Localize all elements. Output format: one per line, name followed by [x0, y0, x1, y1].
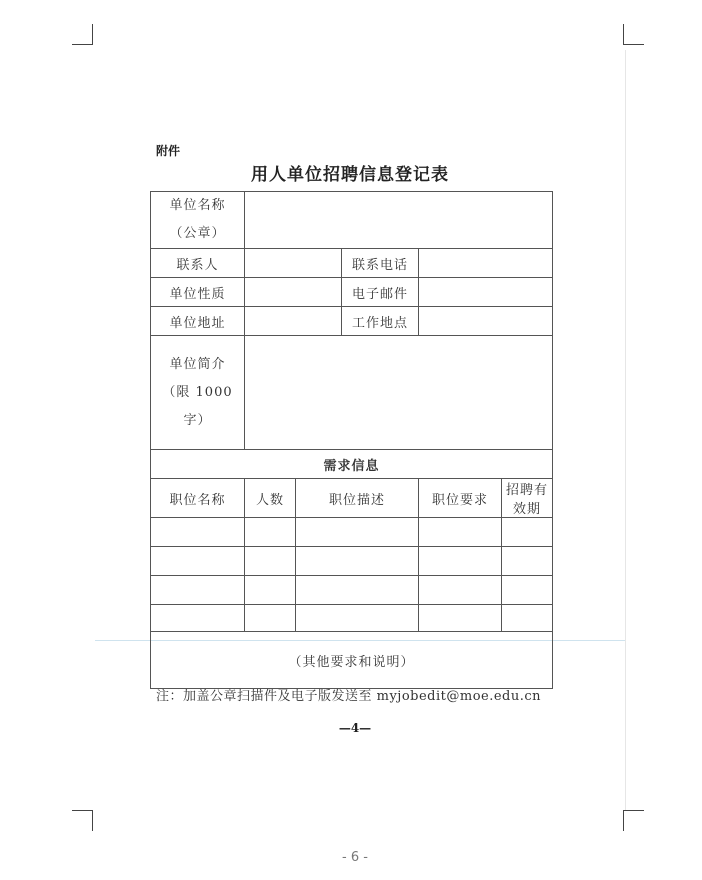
profile-field[interactable] — [245, 336, 553, 450]
demand-section-header: 需求信息 — [151, 450, 553, 479]
row-address — [151, 307, 553, 336]
requirements-cell[interactable] — [419, 547, 502, 576]
bottom-page-number: - 6 - — [342, 850, 368, 865]
demand-row — [151, 576, 553, 605]
address-field[interactable] — [245, 307, 342, 336]
unit-name-label: 单位名称 — [169, 198, 226, 213]
unit-name-field[interactable] — [245, 192, 553, 249]
col-header-position-description: 职位描述 — [296, 479, 419, 518]
other-notes-label: （其他要求和说明） — [288, 654, 415, 670]
row-contact — [151, 249, 553, 278]
position-name-cell[interactable] — [151, 547, 245, 576]
profile-limit: （限 1000 字） — [162, 384, 233, 428]
email-field[interactable] — [419, 278, 553, 307]
unit-type-label: 单位性质 — [151, 278, 245, 307]
email-label: 电子邮件 — [342, 278, 419, 307]
row-unit-name — [151, 192, 553, 249]
position-name-cell[interactable] — [151, 518, 245, 547]
profile-label: 单位简介 — [169, 356, 226, 372]
other-notes-field[interactable] — [151, 632, 553, 689]
demand-row — [151, 547, 553, 576]
col-header-position-requirements: 职位要求 — [419, 479, 502, 518]
contact-label: 联系人 — [151, 249, 245, 278]
row-unit-type — [151, 278, 553, 307]
registration-form-table — [150, 191, 553, 689]
work-location-label: 工作地点 — [342, 307, 419, 336]
crop-mark-top-left — [72, 24, 93, 45]
description-cell[interactable] — [296, 518, 419, 547]
demand-row — [151, 605, 553, 632]
crop-mark-top-right — [623, 24, 644, 45]
demand-row — [151, 518, 553, 547]
page-number: —4— — [338, 721, 372, 735]
phone-label: 联系电话 — [342, 249, 419, 278]
work-location-field[interactable] — [419, 307, 553, 336]
profile-label-cell — [151, 336, 245, 450]
requirements-cell[interactable] — [419, 605, 502, 632]
address-label: 单位地址 — [151, 307, 245, 336]
attachment-label: 附件 — [156, 144, 181, 158]
document-title: 用人单位招聘信息登记表 — [251, 165, 449, 185]
requirements-cell[interactable] — [419, 576, 502, 605]
row-profile — [151, 336, 553, 450]
col-header-headcount: 人数 — [245, 479, 296, 518]
row-other-notes — [151, 632, 553, 689]
row-demand-header — [151, 450, 553, 479]
col-header-position-name: 职位名称 — [151, 479, 245, 518]
headcount-cell[interactable] — [245, 547, 296, 576]
position-name-cell[interactable] — [151, 576, 245, 605]
crop-mark-bottom-left — [72, 810, 93, 831]
unit-name-label-cell — [151, 192, 245, 249]
contact-field[interactable] — [245, 249, 342, 278]
headcount-cell[interactable] — [245, 605, 296, 632]
description-cell[interactable] — [296, 576, 419, 605]
headcount-cell[interactable] — [245, 576, 296, 605]
crop-mark-bottom-right — [623, 810, 644, 831]
validity-cell[interactable] — [502, 605, 553, 632]
col-header-validity-period: 招聘有效期 — [502, 479, 553, 518]
validity-cell[interactable] — [502, 518, 553, 547]
requirements-cell[interactable] — [419, 518, 502, 547]
description-cell[interactable] — [296, 547, 419, 576]
footnote: 注：加盖公章扫描件及电子版发送至 myjobedit@moe.edu.cn — [156, 689, 542, 704]
scan-page-edge — [625, 50, 626, 810]
unit-type-field[interactable] — [245, 278, 342, 307]
row-column-headers — [151, 479, 553, 518]
headcount-cell[interactable] — [245, 518, 296, 547]
validity-cell[interactable] — [502, 547, 553, 576]
seal-label: （公章） — [169, 226, 226, 241]
description-cell[interactable] — [296, 605, 419, 632]
validity-cell[interactable] — [502, 576, 553, 605]
phone-field[interactable] — [419, 249, 553, 278]
position-name-cell[interactable] — [151, 605, 245, 632]
